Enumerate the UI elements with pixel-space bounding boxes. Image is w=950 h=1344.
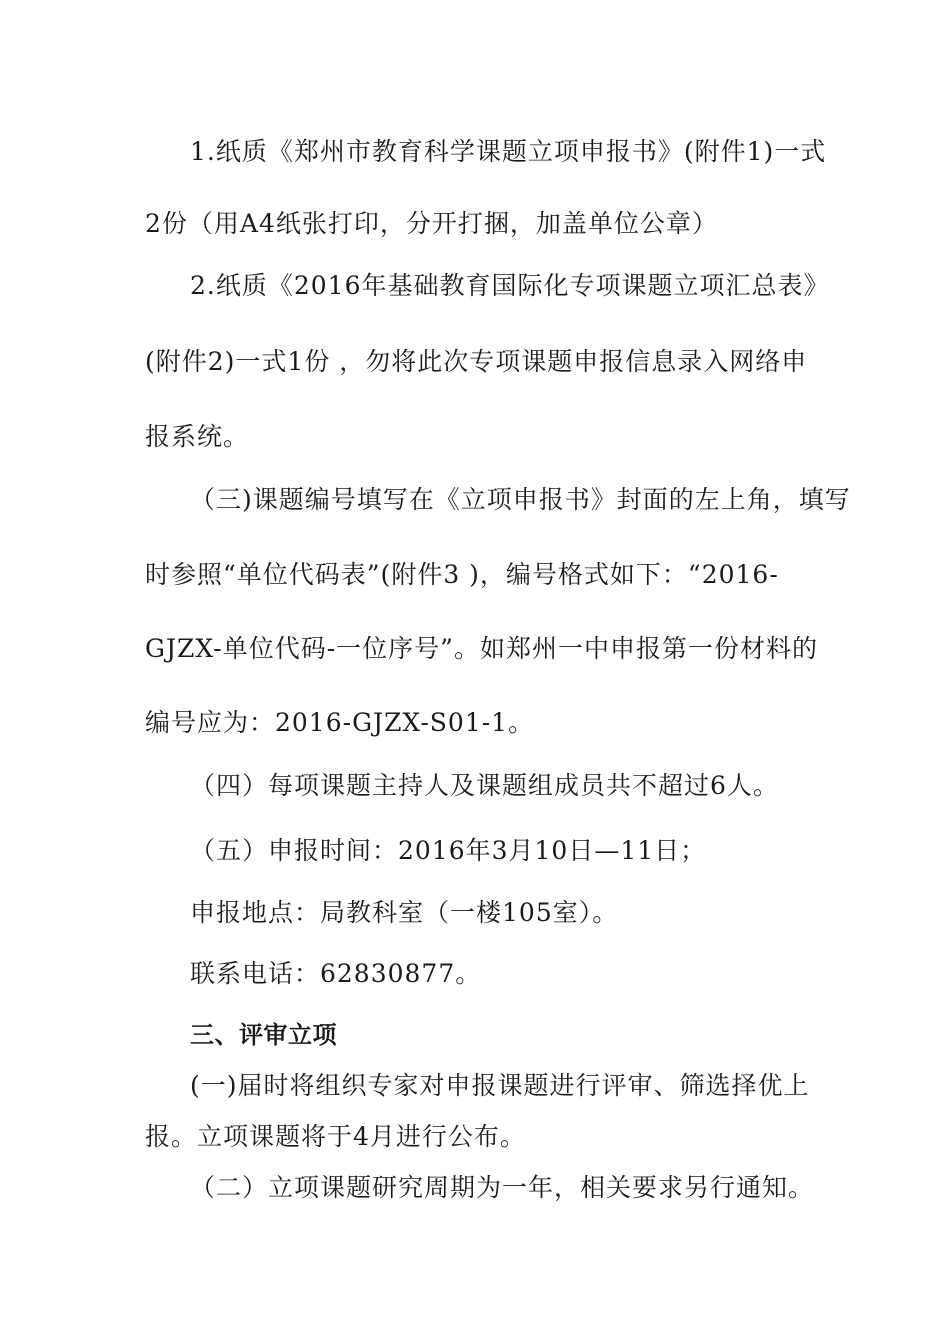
item-1-line-2: 2份（用A4纸张打印，分开打捆，加盖单位公章） — [145, 209, 718, 238]
section-5-line-2: 申报地点：局教科室（一楼105室）。 — [190, 898, 619, 927]
review-item-1-line-2: 报。立项课题将于4月进行公布。 — [145, 1122, 526, 1151]
item-2-line-3: 报系统。 — [145, 422, 250, 451]
section-5-line-3: 联系电话：62830877。 — [190, 959, 482, 988]
section-5-line-1: （五）申报时间：2016年3月10日—11日； — [190, 836, 707, 865]
item-1-line-1: 1.纸质《郑州市教育科学课题立项申报书》(附件1)一式 — [190, 137, 827, 166]
section-4-line: （四）每项课题主持人及课题组成员共不超过6人。 — [190, 771, 779, 800]
review-item-1-line-1: (一)届时将组织专家对申报课题进行评审、筛选择优上 — [190, 1071, 810, 1100]
section-3-line-3: GJZX-单位代码-一位序号”。如郑州一中申报第一份材料的 — [145, 634, 818, 663]
item-2-line-2: (附件2)一式1份 ，勿将此次专项课题申报信息录入网络申 — [145, 347, 808, 376]
review-item-2-line: （二）立项课题研究周期为一年，相关要求另行通知。 — [190, 1173, 815, 1202]
section-heading-review: 三、评审立项 — [190, 1021, 337, 1049]
item-2-line-1: 2.纸质《2016年基础教育国际化专项课题立项汇总表》 — [190, 271, 830, 300]
section-3-line-2: 时参照“单位代码表”(附件3 )，编号格式如下：“2016- — [145, 560, 779, 589]
section-3-line-1: （三)课题编号填写在《立项申报书》封面的左上角，填写 — [190, 485, 851, 514]
section-3-line-4: 编号应为：2016-GJZX-S01-1。 — [145, 708, 535, 737]
